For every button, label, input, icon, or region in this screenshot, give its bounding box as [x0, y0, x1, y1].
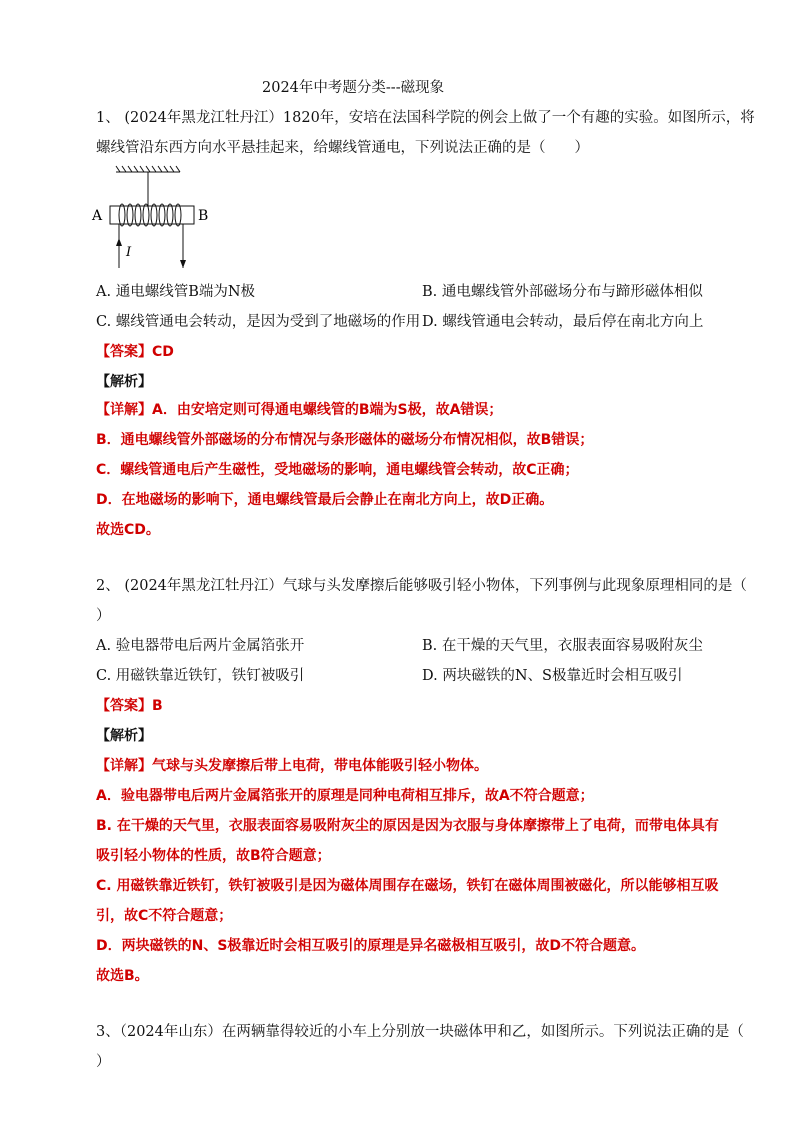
q1-option-d: D. 螺线管通电会转动，最后停在南北方向上	[422, 314, 704, 330]
q1-stem-line2: 螺线管沿东西方向水平悬挂起来，给螺线管通电，下列说法正确的是（ ）	[96, 140, 589, 156]
q3-stem-line2: ）	[96, 1054, 111, 1070]
q2-detail-7: D．两块磁铁的N、S极靠近时会相互吸引的原理是异名磁极相互吸引，故D不符合题意。	[96, 938, 646, 954]
q3-stem-line1: 3、（2024年山东）在两辆靠得较近的小车上分别放一块磁体甲和乙，如图所示。下列说法正确的是（	[96, 1024, 744, 1040]
q2-answer: 【答案】B	[96, 698, 163, 714]
q1-stem-line1: 1、 (2024年黑龙江牡丹江）1820年，安培在法国科学院的例会上做了一个有趣的实验。如图所示，将	[96, 110, 755, 126]
label-b: B	[198, 208, 209, 224]
label-a: A	[92, 208, 103, 224]
solenoid-figure	[88, 164, 228, 272]
q2-option-a: A. 验电器带电后两片金属箔张开	[96, 638, 305, 654]
q1-detail-2: B．通电螺线管外部磁场的分布情况与条形磁体的磁场分布情况相似，故B错误；	[96, 432, 594, 448]
q1-detail-1: 【详解】A．由安培定则可得通电螺线管的B端为S极，故A错误；	[96, 402, 503, 418]
q2-analysis-heading: 【解析】	[96, 728, 152, 744]
q2-detail-6: 引，故C不符合题意；	[96, 908, 233, 924]
q1-option-c: C. 螺线管通电会转动，是因为受到了地磁场的作用	[96, 314, 421, 330]
q1-detail-3: C．螺线管通电后产生磁性，受地磁场的影响，通电螺线管会转动，故C正确；	[96, 462, 579, 478]
q1-analysis-heading: 【解析】	[96, 374, 152, 390]
q2-option-b: B. 在干燥的天气里，衣服表面容易吸附灰尘	[422, 638, 703, 654]
label-current: I	[126, 245, 132, 260]
lead-out-arrow-icon	[180, 260, 186, 268]
q2-stem-line1: 2、 (2024年黑龙江牡丹江）气球与头发摩擦后能够吸引轻小物体，下列事例与此现象原理相同的是（	[96, 578, 747, 594]
q2-detail-1: 【详解】气球与头发摩擦后带上电荷，带电体能吸引轻小物体。	[96, 758, 488, 774]
current-arrow-icon	[116, 238, 122, 246]
q2-choose: 故选B。	[96, 968, 149, 984]
q2-option-d: D. 两块磁铁的N、S极靠近时会相互吸引	[422, 668, 683, 684]
q2-detail-3: B. 在干燥的天气里，衣服表面容易吸附灰尘的原因是因为衣服与身体摩擦带上了电荷，而带电体具有	[96, 818, 719, 834]
q2-detail-5: C. 用磁铁靠近铁钉，铁钉被吸引是因为磁体周围存在磁场，铁钉在磁体周围被磁化，所以能够相互吸	[96, 878, 719, 894]
q1-detail-4: D．在地磁场的影响下，通电螺线管最后会静止在南北方向上，故D正确。	[96, 492, 554, 508]
q1-option-b: B. 通电螺线管外部磁场分布与蹄形磁体相似	[422, 284, 703, 300]
q2-option-c: C. 用磁铁靠近铁钉，铁钉被吸引	[96, 668, 305, 684]
q2-stem-line2: ）	[96, 608, 111, 624]
q1-choose: 故选CD。	[96, 522, 160, 538]
q1-option-a: A. 通电螺线管B端为N极	[96, 284, 256, 300]
q1-answer: 【答案】CD	[96, 344, 174, 360]
q2-detail-4: 吸引轻小物体的性质，故B符合题意；	[96, 848, 331, 864]
ceiling-hatch	[116, 166, 180, 172]
q2-detail-2: A．验电器带电后两片金属箔张开的原理是同种电荷相互排斥，故A不符合题意；	[96, 788, 594, 804]
page-title: 2024年中考题分类---磁现象	[262, 80, 445, 96]
solenoid-coils	[119, 204, 181, 226]
